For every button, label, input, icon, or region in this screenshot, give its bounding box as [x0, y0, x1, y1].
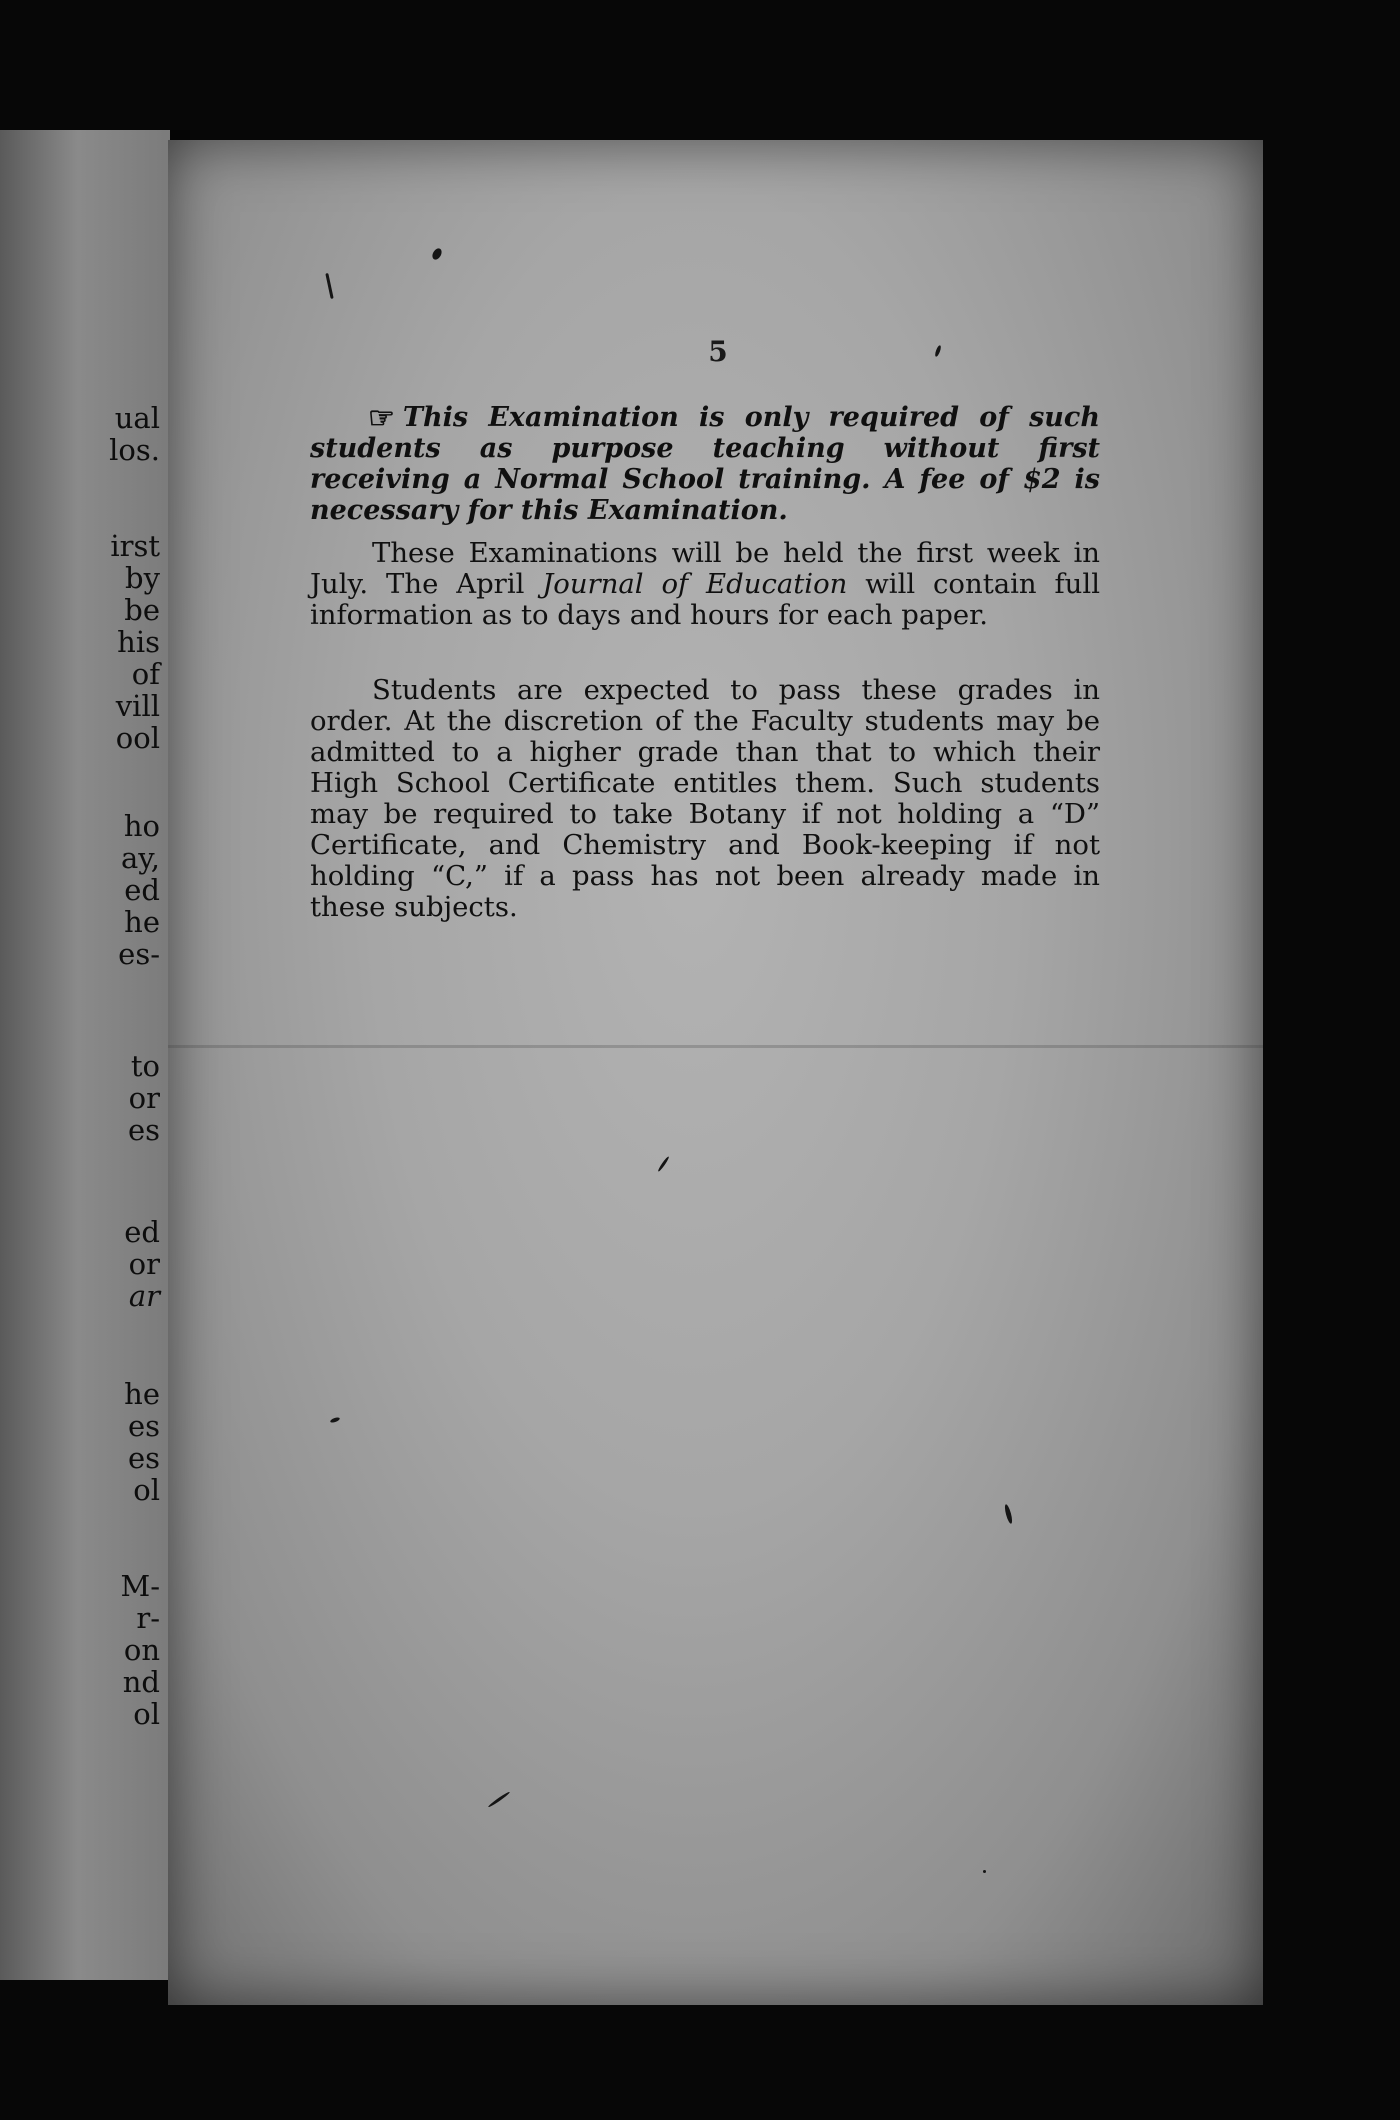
left-fragment: he: [124, 1377, 160, 1411]
left-fragment: ho: [123, 809, 160, 843]
left-fragment: r-: [136, 1601, 160, 1635]
left-fragment: los.: [109, 433, 160, 467]
left-fragment: ol: [133, 1697, 160, 1731]
left-fragment: ual: [114, 401, 160, 435]
left-fragment: his: [117, 625, 160, 659]
left-fragment: ay,: [120, 841, 160, 875]
examination-dates-paragraph: [310, 538, 1100, 631]
ink-speck: [657, 1156, 670, 1172]
left-fragment: nd: [122, 1665, 160, 1699]
ink-speck: [983, 1870, 986, 1873]
left-fragment: ar: [128, 1279, 160, 1313]
left-fragment: to: [130, 1049, 160, 1083]
ink-speck: [330, 1416, 341, 1423]
left-fragment: be: [124, 593, 160, 627]
para1-text-b: will contain full information as to days and hours for each paper.: [310, 568, 1100, 631]
page-number: 5: [708, 335, 728, 368]
left-fragment: he: [124, 905, 160, 939]
left-fragment: vill: [115, 689, 160, 723]
left-fragment: ed: [124, 1215, 160, 1249]
left-fragment: by: [125, 561, 160, 595]
left-fragment: or: [128, 1081, 160, 1115]
examination-notice: [310, 402, 1100, 526]
previous-page-edge: [0, 130, 172, 1980]
left-fragment: of: [131, 657, 160, 691]
left-fragment: ol: [133, 1473, 160, 1507]
ink-speck: [325, 273, 333, 299]
page-fold-line: [168, 1045, 1263, 1048]
left-fragment: es: [127, 1113, 160, 1147]
notice-text: This Examination is only required of such students as purpose teaching without first receiving a Normal School training. A fee of $2 is necessary for this Examination.: [310, 402, 1100, 526]
ink-speck: [934, 345, 942, 358]
left-fragment: on: [123, 1633, 160, 1667]
document-page: [168, 140, 1263, 2005]
para1-text-a: These Examinations will be held the first week in July. The April: [310, 537, 1100, 600]
ink-speck: [1003, 1504, 1013, 1525]
left-fragment: or: [128, 1247, 160, 1281]
left-fragment: ed: [124, 873, 160, 907]
left-fragment: ool: [115, 721, 160, 755]
journal-title: Journal of Education: [542, 568, 848, 600]
ink-speck: [431, 247, 444, 261]
left-fragment: es-: [118, 937, 160, 971]
left-fragment: irst: [110, 529, 160, 563]
ink-speck: [487, 1791, 510, 1808]
left-fragment: M-: [120, 1569, 160, 1603]
left-fragment: es: [127, 1441, 160, 1475]
left-fragment: es: [127, 1409, 160, 1443]
pointing-hand-icon: ☞: [368, 401, 395, 436]
grades-paragraph: Students are expected to pass these grades in order. At the discretion of the Faculty students may be admitted to a higher grade than that to which their High School Certificate entitles them. Such students may be required to take Botany if not holding a “D” Certificate, and Chemistry and Book-keeping if not holding “C,” if a pass has not been already made in these subjects.: [310, 674, 1100, 923]
